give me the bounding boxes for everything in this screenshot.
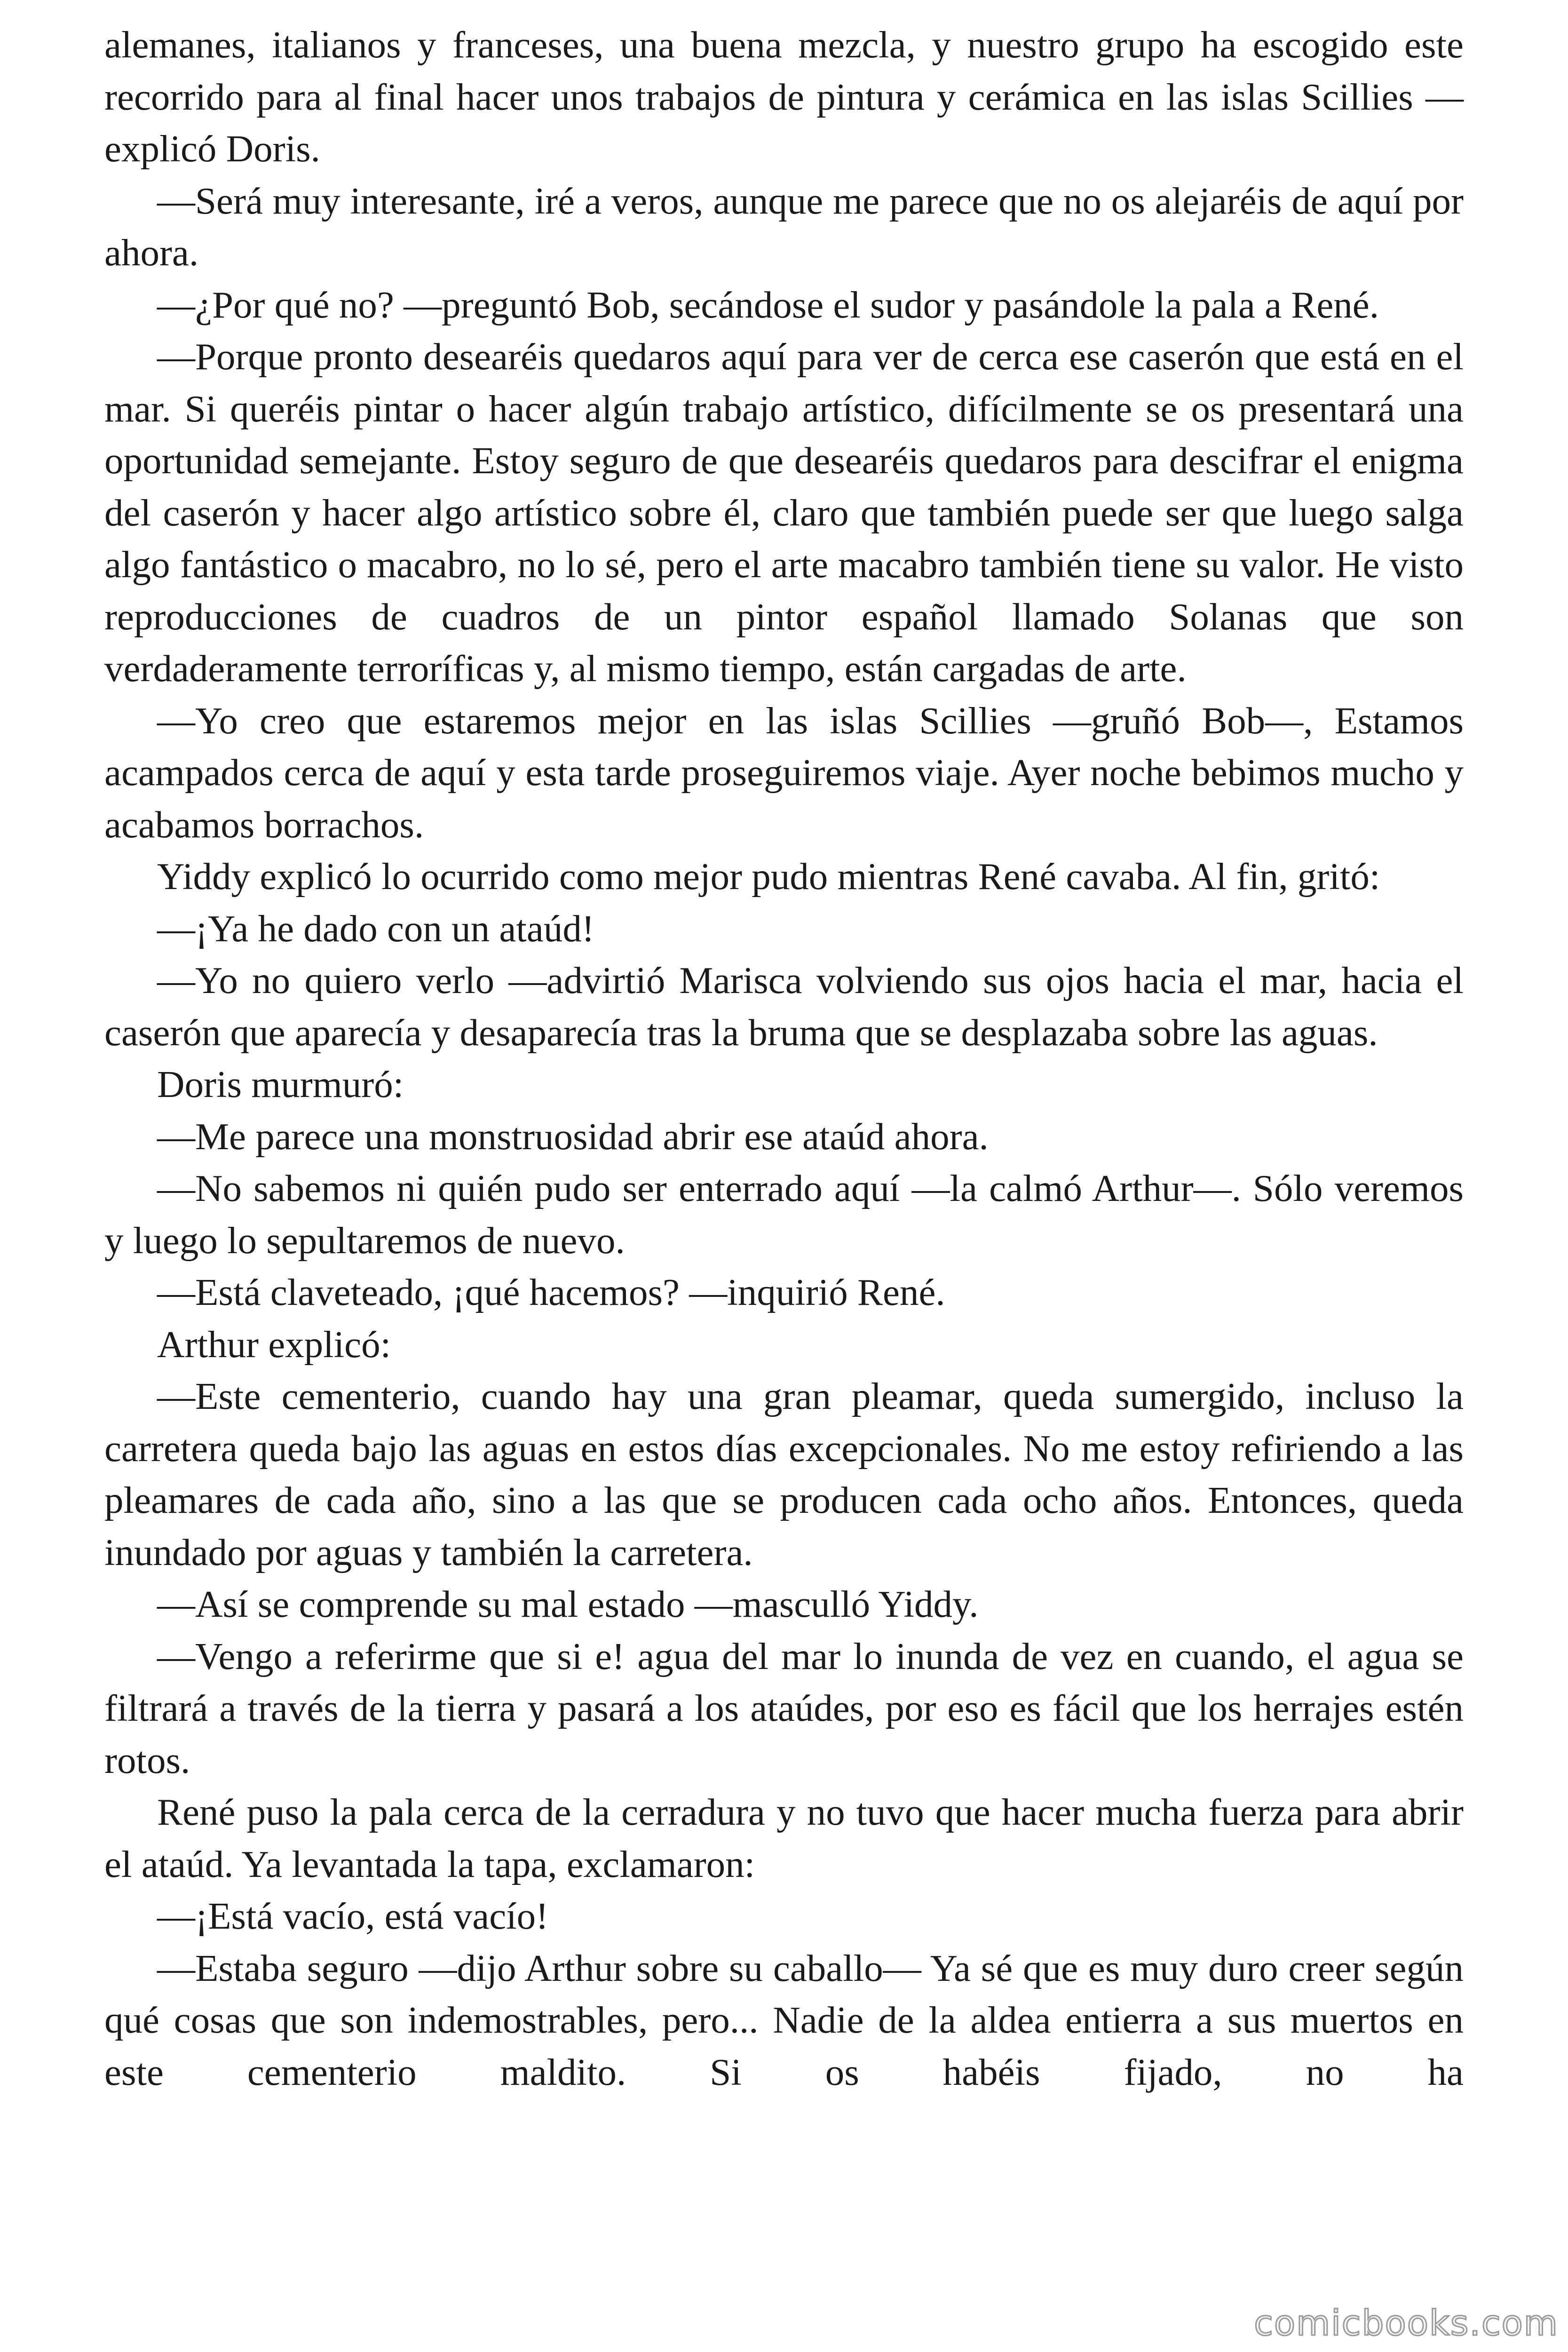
watermark: comicbooks.com <box>1254 2303 1559 2344</box>
paragraph: —Yo creo que estaremos mejor en las islas Scillies —gruñó Bob—, Estamos acampados cerca de aquí y esta tarde proseguiremos viaje. Ayer noche bebimos mucho y acabamos borrachos. <box>104 699 1464 846</box>
paragraph: —Me parece una monstruosidad abrir ese ataúd ahora. <box>157 1115 989 1158</box>
paragraph: —¡Está vacío, está vacío! <box>157 1895 549 1937</box>
paragraph: —Yo no quiero verlo —advirtió Marisca volviendo sus ojos hacia el mar, hacia el caserón que aparecía y desaparecía tras la bruma que se desplazaba sobre las aguas. <box>104 959 1464 1054</box>
paragraph: Arthur explicó: <box>157 1323 391 1366</box>
paragraph: —Será muy interesante, iré a veros, aunque me parece que no os alejaréis de aquí por ahora. <box>104 179 1464 274</box>
paragraph: René puso la pala cerca de la cerradura y no tuvo que hacer mucha fuerza para abrir el ataúd. Ya levantada la tapa, exclamaron: <box>104 1791 1464 1885</box>
paragraph: —Vengo a referirme que si e! agua del mar lo inunda de vez en cuando, el agua se filtrará a través de la tierra y pasará a los ataúdes, por eso es fácil que los herrajes estén rotos. <box>104 1635 1464 1781</box>
paragraph: —Este cementerio, cuando hay una gran pleamar, queda sumergido, incluso la carretera queda bajo las aguas en estos días excepcionales. No me estoy refiriendo a las pleamares de cada año, sino a las que se producen cada ocho años. Entonces, queda inundado por aguas y también la carretera. <box>104 1375 1464 1573</box>
page-text <box>104 19 1464 2098</box>
paragraph: —¿Por qué no? —preguntó Bob, secándose el sudor y pasándole la pala a René. <box>157 283 1379 326</box>
paragraph: —Así se comprende su mal estado —masculló Yiddy. <box>157 1583 979 1625</box>
paragraph: —No sabemos ni quién pudo ser enterrado aquí —la calmó Arthur—. Sólo veremos y luego lo sepultaremos de nuevo. <box>104 1167 1464 1262</box>
paragraph: Yiddy explicó lo ocurrido como mejor pudo mientras René cavaba. Al fin, gritó: <box>157 855 1380 898</box>
paragraph: —¡Ya he dado con un ataúd! <box>157 907 594 950</box>
paragraph: Doris murmuró: <box>157 1063 404 1105</box>
paragraph: alemanes, italianos y franceses, una buena mezcla, y nuestro grupo ha escogido este recorrido para al final hacer unos trabajos de pintura y cerámica en las islas Scillies —explicó Doris. <box>104 24 1464 170</box>
paragraph: —Está claveteado, ¡qué hacemos? —inquirió René. <box>157 1271 945 1313</box>
paragraph: —Porque pronto desearéis quedaros aquí para ver de cerca ese caserón que está en el mar. Si queréis pintar o hacer algún trabajo artístico, difícilmente se os presentará una oportunidad semejante. Estoy seguro de que desearéis quedaros para descifrar el enigma del caserón y hacer algo artístico sobre él, claro que también puede ser que luego salga algo fantástico o macabro, no lo sé, pero el arte macabro también tiene su valor. He visto reproducciones de cuadros de un pintor español llamado Solanas que son verdaderamente terroríficas y, al mismo tiempo, están cargadas de arte. <box>104 335 1464 690</box>
paragraph: —Estaba seguro —dijo Arthur sobre su caballo— Ya sé que es muy duro creer según qué cosas que son indemostrables, pero... Nadie de la aldea entierra a sus muertos en este cementerio maldito. Si os habéis fijado, no ha <box>104 1947 1464 2093</box>
